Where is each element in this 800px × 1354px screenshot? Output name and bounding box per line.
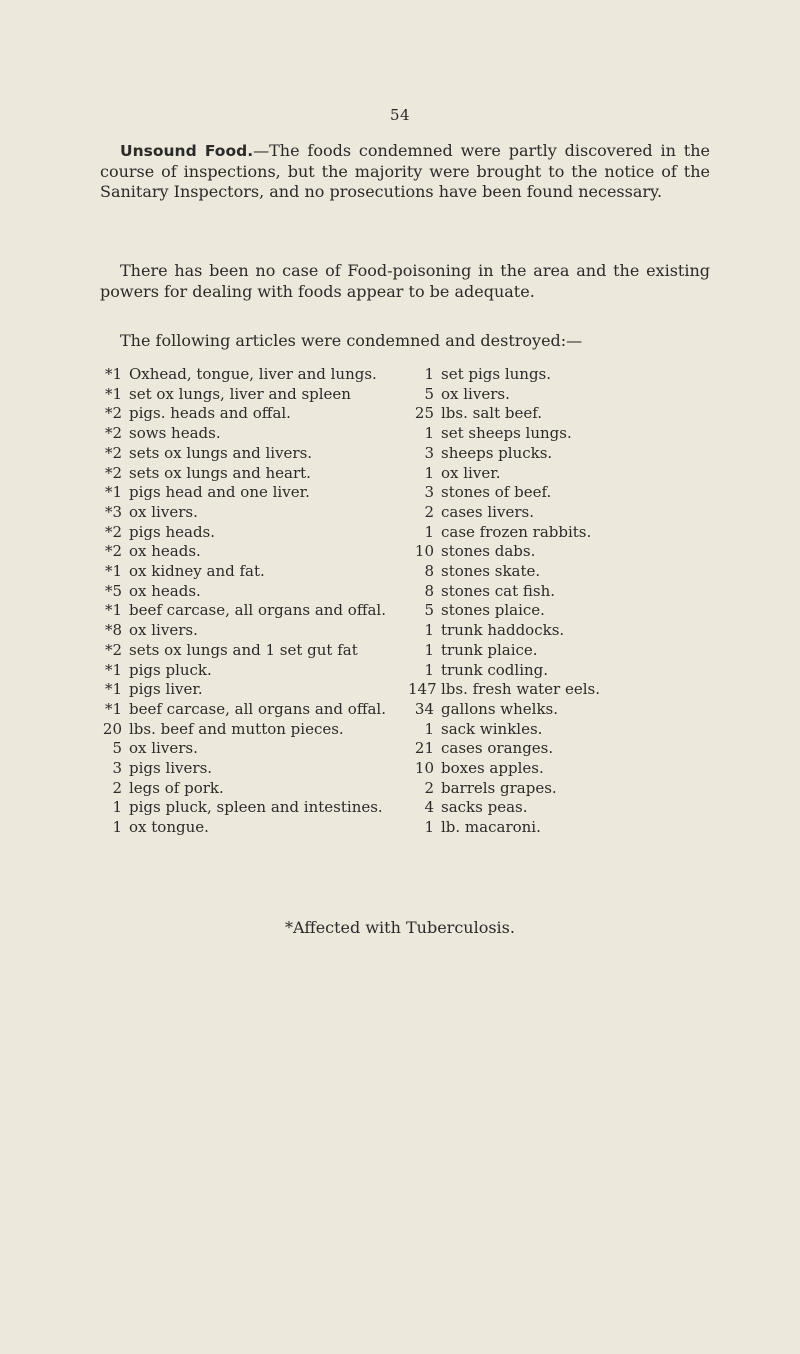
- item-quantity: 1: [112, 818, 122, 837]
- item-description: cases oranges.: [441, 739, 554, 758]
- list-item: [408, 818, 708, 838]
- list-item: [100, 464, 400, 484]
- item-description: beef carcase, all organs and offal.: [129, 601, 386, 620]
- item-quantity: 21: [414, 739, 434, 758]
- item-quantity: 2: [112, 778, 122, 797]
- item-quantity: *2: [104, 463, 122, 482]
- list-item: [100, 739, 400, 759]
- list-item: [100, 503, 400, 523]
- item-description: barrels grapes.: [441, 778, 557, 797]
- item-description: legs of pork.: [129, 778, 224, 797]
- list-item: [408, 385, 708, 405]
- item-description: lbs. beef and mutton pieces.: [129, 719, 344, 738]
- item-description: stones skate.: [441, 562, 541, 581]
- item-quantity: 1: [424, 621, 434, 640]
- item-quantity: 10: [414, 759, 434, 778]
- list-item: [408, 621, 708, 641]
- item-description: ox livers.: [129, 621, 198, 640]
- item-quantity: 1: [424, 365, 434, 383]
- item-quantity: 20: [102, 719, 122, 738]
- paragraph-list-intro: The following articles were condemned and destroyed:—: [120, 331, 583, 350]
- item-description: Oxhead, tongue, liver and lungs.: [129, 365, 377, 383]
- list-item: [408, 444, 708, 464]
- item-description: lbs. fresh water eels.: [441, 680, 601, 699]
- item-description: trunk plaice.: [441, 640, 538, 659]
- item-quantity: 1: [424, 640, 434, 659]
- item-description: ox heads.: [129, 542, 201, 561]
- list-item: [100, 621, 400, 641]
- list-item: [408, 365, 708, 385]
- item-quantity: *1: [104, 601, 122, 620]
- list-item: [100, 404, 400, 424]
- item-quantity: *2: [104, 640, 122, 659]
- list-item: [408, 582, 708, 602]
- list-item: [100, 542, 400, 562]
- list-item: [100, 700, 400, 720]
- list-item: [100, 562, 400, 582]
- item-description: ox tongue.: [129, 818, 209, 837]
- item-description: sack winkles.: [441, 719, 543, 738]
- item-description: boxes apples.: [441, 759, 544, 778]
- item-description: set ox lungs, liver and spleen: [129, 384, 351, 403]
- item-description: pigs. heads and offal.: [129, 404, 291, 423]
- list-item: [100, 680, 400, 700]
- list-item: [408, 404, 708, 424]
- list-item: [100, 720, 400, 740]
- item-description: lbs. salt beef.: [441, 404, 543, 423]
- item-description: stones cat fish.: [441, 581, 556, 600]
- item-description: beef carcase, all organs and offal.: [129, 699, 386, 718]
- item-quantity: 5: [112, 739, 122, 758]
- item-description: pigs pluck.: [129, 660, 212, 679]
- condemned-list-right: [408, 365, 708, 838]
- item-description: gallons whelks.: [441, 699, 559, 718]
- item-quantity: 3: [112, 759, 122, 778]
- list-item: [408, 680, 708, 700]
- list-item: [100, 641, 400, 661]
- list-item: [408, 542, 708, 562]
- footnote: *Affected with Tuberculosis.: [285, 918, 515, 937]
- item-quantity: 1: [424, 463, 434, 482]
- item-quantity: *5: [104, 581, 122, 600]
- list-item: [408, 779, 708, 799]
- item-description: ox heads.: [129, 581, 201, 600]
- list-item: [100, 385, 400, 405]
- item-description: sets ox lungs and livers.: [129, 443, 313, 462]
- item-description: set pigs lungs.: [441, 365, 552, 383]
- item-quantity: *2: [104, 443, 122, 462]
- condemned-list-left: [100, 365, 400, 838]
- item-quantity: *1: [104, 365, 122, 383]
- item-quantity: 3: [424, 443, 434, 462]
- item-description: sheeps plucks.: [441, 443, 553, 462]
- paragraph-food-poisoning: There has been no case of Food-poisoning in the area and the existing powers for dealing with foods appear to be adequate.: [100, 261, 710, 301]
- item-description: sets ox lungs and heart.: [129, 463, 311, 482]
- item-quantity: 10: [414, 542, 434, 561]
- list-item: [408, 523, 708, 543]
- item-quantity: *1: [104, 660, 122, 679]
- item-quantity: *2: [104, 522, 122, 541]
- list-item: [408, 720, 708, 740]
- list-item: [408, 464, 708, 484]
- item-quantity: 25: [414, 404, 434, 423]
- item-quantity: 2: [424, 778, 434, 797]
- list-item: [408, 700, 708, 720]
- item-description: ox livers.: [441, 384, 510, 403]
- list-item: [408, 562, 708, 582]
- item-quantity: *1: [104, 384, 122, 403]
- item-quantity: 34: [414, 699, 434, 718]
- item-description: pigs liver.: [129, 680, 203, 699]
- item-description: pigs heads.: [129, 522, 216, 541]
- item-description: stones plaice.: [441, 601, 545, 620]
- list-item: [100, 661, 400, 681]
- item-quantity: *2: [104, 424, 122, 443]
- item-quantity: 1: [424, 660, 434, 679]
- list-item: [408, 739, 708, 759]
- item-description: sets ox lungs and 1 set gut fat: [129, 640, 358, 659]
- list-item: [408, 424, 708, 444]
- item-description: stones dabs.: [441, 542, 536, 561]
- item-description: trunk haddocks.: [441, 621, 565, 640]
- item-quantity: *1: [104, 680, 122, 699]
- item-description: set sheeps lungs.: [441, 424, 572, 443]
- page-number: 54: [389, 106, 411, 124]
- item-description: ox liver.: [441, 463, 501, 482]
- item-quantity: *2: [104, 404, 122, 423]
- item-quantity: 4: [424, 798, 434, 817]
- list-item: [100, 582, 400, 602]
- item-quantity: *8: [104, 621, 122, 640]
- list-item: [100, 818, 400, 838]
- item-description: case frozen rabbits.: [441, 522, 592, 541]
- item-quantity: 5: [424, 384, 434, 403]
- item-quantity: *1: [104, 699, 122, 718]
- item-description: trunk codling.: [441, 660, 549, 679]
- item-description: pigs pluck, spleen and intestines.: [129, 798, 383, 817]
- item-description: ox livers.: [129, 502, 198, 521]
- item-quantity: 1: [424, 522, 434, 541]
- list-item: [408, 503, 708, 523]
- list-item: [100, 798, 400, 818]
- item-description: cases livers.: [441, 502, 534, 521]
- list-item: [100, 759, 400, 779]
- item-description: pigs head and one liver.: [129, 483, 310, 502]
- list-item: [408, 661, 708, 681]
- list-item: [100, 424, 400, 444]
- item-quantity: 1: [112, 798, 122, 817]
- item-description: lb. macaroni.: [441, 818, 541, 837]
- item-quantity: 147: [408, 680, 437, 699]
- list-item: [100, 365, 400, 385]
- item-quantity: 1: [424, 424, 434, 443]
- item-description: ox kidney and fat.: [129, 562, 265, 581]
- list-item: [408, 798, 708, 818]
- list-item: [408, 483, 708, 503]
- item-quantity: 8: [424, 581, 434, 600]
- item-description: sows heads.: [129, 424, 221, 443]
- item-description: pigs livers.: [129, 759, 213, 778]
- list-item: [100, 779, 400, 799]
- item-quantity: 1: [424, 719, 434, 738]
- item-quantity: 8: [424, 562, 434, 581]
- item-quantity: *1: [104, 562, 122, 581]
- list-item: [408, 601, 708, 621]
- item-quantity: 3: [424, 483, 434, 502]
- paragraph-body: —The foods condemned were partly discovered in the course of inspections, but the majority were brought to the notice of the Sanitary Inspectors, and no prosecutions have been found necessary.: [100, 141, 711, 201]
- paragraph-heading: Unsound Food.: [120, 142, 254, 160]
- item-description: ox livers.: [129, 739, 198, 758]
- item-description: stones of beef.: [441, 483, 552, 502]
- list-item: [100, 601, 400, 621]
- list-item: [100, 444, 400, 464]
- item-quantity: *2: [104, 542, 122, 561]
- item-quantity: 2: [424, 502, 434, 521]
- item-quantity: 1: [424, 818, 434, 837]
- list-item: [408, 641, 708, 661]
- list-item: [408, 759, 708, 779]
- list-item: [100, 483, 400, 503]
- item-quantity: 5: [424, 601, 434, 620]
- list-item: [100, 523, 400, 543]
- item-description: sacks peas.: [441, 798, 528, 817]
- paragraph-unsound-food: [100, 141, 710, 203]
- item-quantity: *3: [104, 502, 122, 521]
- item-quantity: *1: [104, 483, 122, 502]
